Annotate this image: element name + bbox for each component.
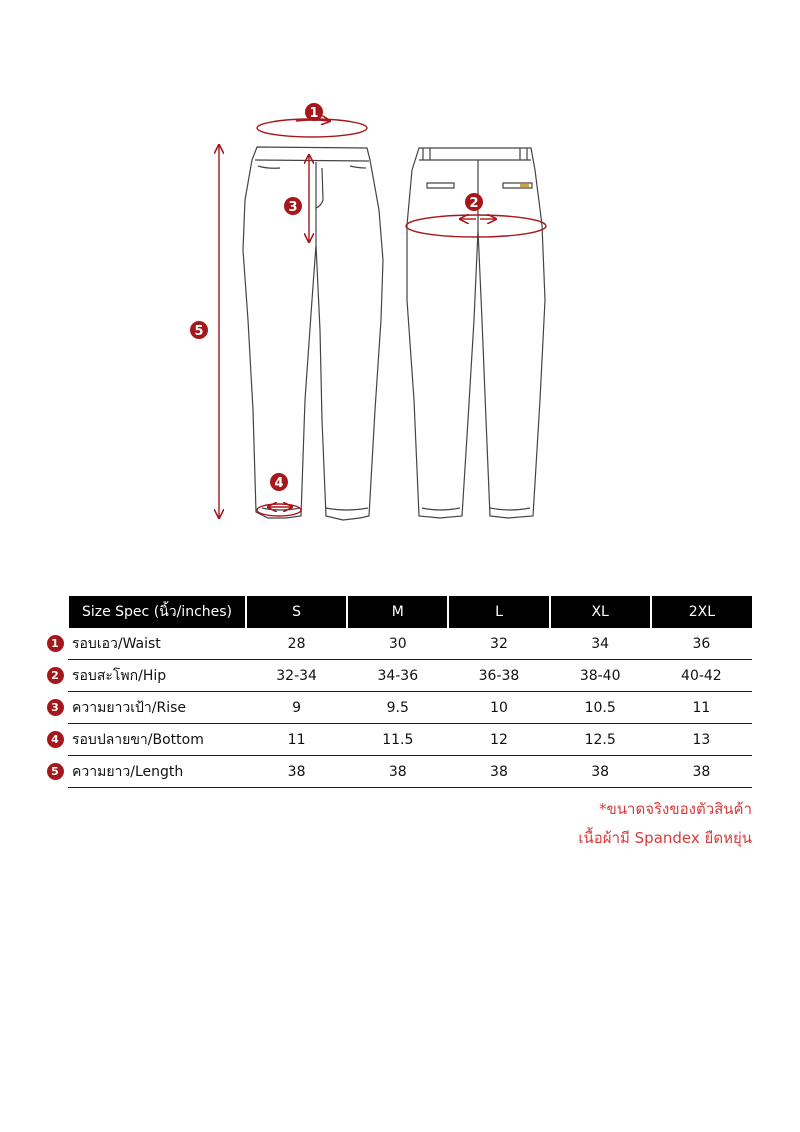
table-cell: 38 <box>246 756 347 788</box>
table-cell: 13 <box>651 724 752 756</box>
front-pocket-right <box>350 166 366 168</box>
table-cell: 11 <box>246 724 347 756</box>
table-cell: 36 <box>651 628 752 660</box>
header-marker-spacer <box>42 596 68 628</box>
table-cell: 10 <box>448 692 549 724</box>
table-cell: 12 <box>448 724 549 756</box>
front-hem <box>262 508 368 510</box>
table-cell: 38 <box>448 756 549 788</box>
row-number-badge: 1 <box>47 635 64 652</box>
svg-text:4: 4 <box>274 476 284 491</box>
table-cell: 32-34 <box>246 660 347 692</box>
table-cell: 11.5 <box>347 724 448 756</box>
table-cell: 28 <box>246 628 347 660</box>
size-table-header <box>42 596 752 628</box>
svg-text:2: 2 <box>469 196 479 211</box>
pants-measurement-diagram <box>0 0 800 560</box>
front-fly-stitch <box>316 168 323 208</box>
measure-waist <box>257 119 367 137</box>
back-pocket-left <box>427 183 454 188</box>
header-size-xl: XL <box>550 596 651 628</box>
table-cell: 10.5 <box>550 692 651 724</box>
table-cell: 38 <box>651 756 752 788</box>
header-size-2xl: 2XL <box>651 596 752 628</box>
table-cell: 38 <box>550 756 651 788</box>
table-cell: 34 <box>550 628 651 660</box>
front-pocket-left <box>258 166 280 168</box>
back-beltloop-right <box>520 148 527 160</box>
row-label: ความยาว/Length <box>68 756 246 788</box>
row-number-badge: 3 <box>47 699 64 716</box>
marker-4-badge <box>270 473 288 491</box>
pants-front-view <box>243 147 383 520</box>
svg-text:5: 5 <box>194 324 204 339</box>
header-size-s: S <box>246 596 347 628</box>
svg-text:1: 1 <box>309 106 319 121</box>
measure-hip <box>406 215 546 237</box>
table-row-waist <box>42 628 752 660</box>
table-cell: 40-42 <box>651 660 752 692</box>
back-hem <box>422 508 530 510</box>
table-cell: 32 <box>448 628 549 660</box>
note-spandex-fabric: เนื้อผ้ามี Spandex ยืดหยุ่น <box>578 829 752 847</box>
table-cell: 11 <box>651 692 752 724</box>
size-spec-table <box>42 596 752 788</box>
table-cell: 9.5 <box>347 692 448 724</box>
table-cell: 36-38 <box>448 660 549 692</box>
table-row-length <box>42 756 752 788</box>
back-beltloop-left <box>423 148 430 160</box>
table-row-rise <box>42 692 752 724</box>
row-label: ความยาวเป้า/Rise <box>68 692 246 724</box>
table-cell: 38-40 <box>550 660 651 692</box>
front-outline <box>243 147 383 520</box>
note-actual-size: *ขนาดจริงของตัวสินค้า <box>599 800 752 818</box>
waist-ellipse <box>257 119 367 137</box>
row-label: รอบสะโพก/Hip <box>68 660 246 692</box>
header-size-l: L <box>448 596 549 628</box>
table-cell: 30 <box>347 628 448 660</box>
table-cell: 12.5 <box>550 724 651 756</box>
table-cell: 9 <box>246 692 347 724</box>
row-label: รอบเอว/Waist <box>68 628 246 660</box>
marker-5-badge <box>190 321 208 339</box>
marker-1-badge <box>305 103 323 121</box>
header-size-spec: Size Spec (นิ้ว/inches) <box>68 596 246 628</box>
row-number-badge: 2 <box>47 667 64 684</box>
back-pocket-tab <box>520 184 529 187</box>
header-size-m: M <box>347 596 448 628</box>
table-cell: 34-36 <box>347 660 448 692</box>
row-number-badge: 4 <box>47 731 64 748</box>
row-label: รอบปลายขา/Bottom <box>68 724 246 756</box>
marker-2-badge <box>465 193 483 211</box>
table-row-hip <box>42 660 752 692</box>
table-row-bottom <box>42 724 752 756</box>
table-cell: 38 <box>347 756 448 788</box>
row-number-badge: 5 <box>47 763 64 780</box>
marker-3-badge <box>284 197 302 215</box>
svg-text:3: 3 <box>288 200 298 215</box>
front-waistband <box>255 160 369 161</box>
